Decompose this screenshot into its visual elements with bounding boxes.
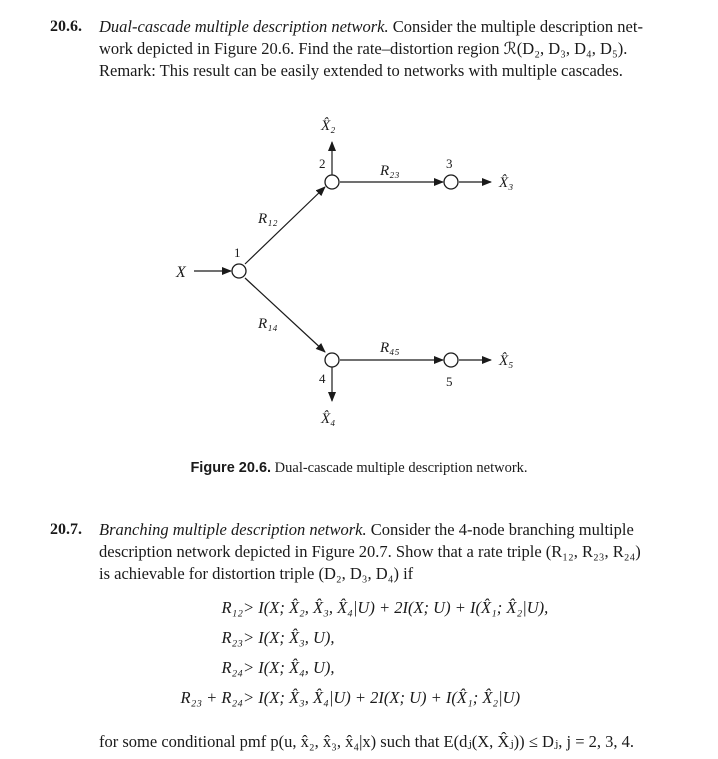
node-2 [325,175,339,189]
equation-rhs: > I(X; X̂₃, U), [243,628,335,647]
rate-23-label: R₂₃ [380,163,400,179]
problem-text-line3: Remark: This result can be easily extended to networks with multiple cascades. [99,61,623,80]
problem-number: 20.7. [50,521,82,538]
equation-rhs: > I(X; X̂₄, U), [243,658,335,677]
output-4-label: X̂₄ [321,411,336,427]
node-3-label: 3 [446,156,453,171]
node-5-label: 5 [446,374,453,389]
equation-lhs: R₁₂ [221,598,243,617]
equation-lhs: R₂₃ + R₂₄ [180,688,243,707]
source-label: X [176,264,186,281]
node-1 [232,264,246,278]
node-1-label: 1 [234,245,241,260]
problem-text-line2: description network depicted in Figure 20.7. Show that a rate triple (R₁₂, R₂₃, R₂₄) [99,542,641,561]
node-2-label: 2 [319,156,326,171]
problem-text-line3: is achievable for distortion triple (D₂, D₃, D₄) if [99,564,414,583]
problem-text-line1: Consider the 4-node branching multiple [366,520,634,539]
equation-rhs: > I(X; X̂₂, X̂₃, X̂₄|U) + 2I(X; U) + I(X̂₁; X̂₂|U), [243,598,549,617]
equation-lhs: R₂₃ [221,628,243,647]
edge-1-2 [245,187,325,264]
node-3 [444,175,458,189]
rate-12-label: R₁₂ [258,211,278,227]
figure-caption [0,460,718,477]
figure-caption-text: Dual-cascade multiple description network. [271,460,528,476]
node-5 [444,353,458,367]
problem-title: Branching multiple description network. [99,520,367,539]
rate-14-label: R₁₄ [258,316,278,332]
node-4 [325,353,339,367]
output-5-label: X̂₅ [499,353,514,369]
problem-text-line1: Consider the multiple description net- [388,17,643,36]
problem-title: Dual-cascade multiple description network. [99,17,389,36]
edge-1-4 [245,278,325,352]
figure-caption-label: Figure 20.6. [190,460,272,476]
rate-45-label: R₄₅ [380,340,400,356]
problem-text-line2: work depicted in Figure 20.6. Find the rate–distortion region ℛ(D₂, D₃, D₄, D₅). [99,39,628,58]
output-3-label: X̂₃ [499,175,514,191]
problem-footer: for some conditional pmf p(u, x̂₂, x̂₃, x̂₄|x) such that E(dⱼ(X, X̂ⱼ)) ≤ Dⱼ, j = 2, 3, 4. [99,732,634,751]
node-4-label: 4 [319,371,326,386]
equation-rhs: > I(X; X̂₃, X̂₄|U) + 2I(X; U) + I(X̂₁; X̂₂|U) [243,688,521,707]
equation-lhs: R₂₄ [221,658,243,677]
output-2-label: X̂₂ [321,118,336,134]
problem-number: 20.6. [50,18,82,35]
problem-text [99,519,669,585]
